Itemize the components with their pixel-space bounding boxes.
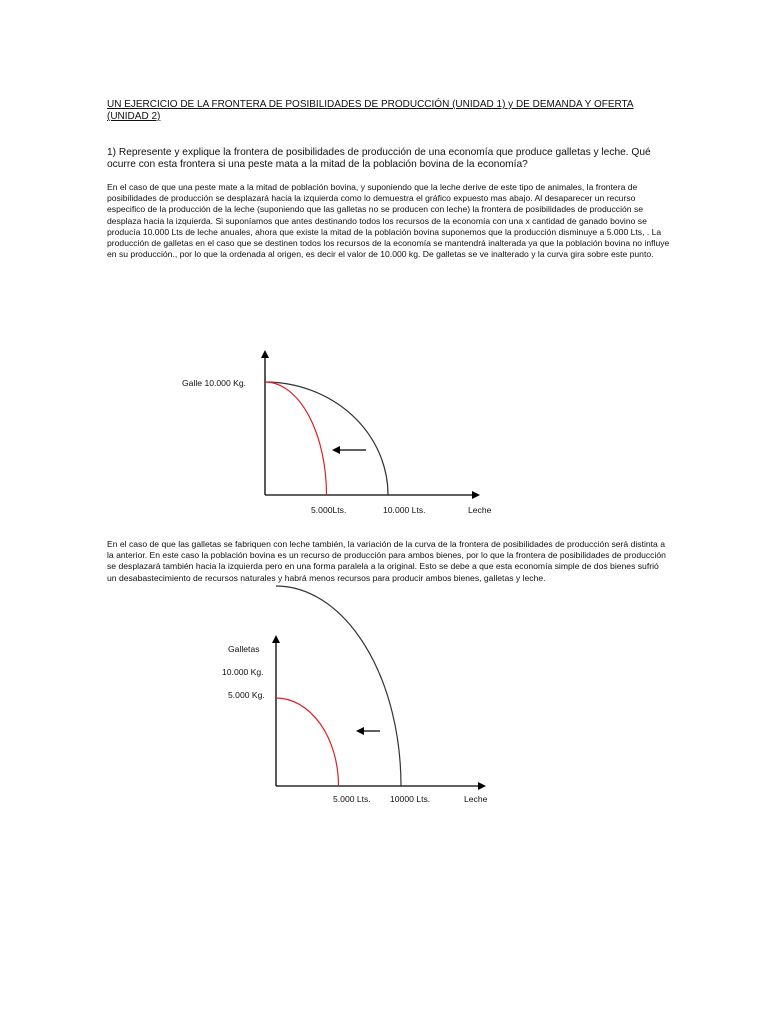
paragraph-1: En el caso de que una peste mate a la mitad de población bovina, y suponiendo que la leche derive de este tipo de animales, la frontera de posibilidades de producción se desplazará hacia la izquierda como lo demuestra el gráfico expuesto mas abajo. Al desaparecer un recurso especifico de la producción de la leche (suponiendo que las galletas no se producen con leche) la frontera de posibilidades de producción se desplaza hacia la izquierda. Si suponíamos que antes destinando todos los recursos de la economía con una x cantidad de ganado bovino se producía 10.000 Lts de leche anuales, ahora que existe la mitad de la población bovina suponemos que la producción disminuye a 5.000 Lts, . La producción de galletas en el caso que se destinen todos los recursos de la economía se mantendrá inalterada ya que la población bovina no influye en su producción., por lo que la ordenada al origen, es decir el valor de 10.000 kg. De galletas se ve inalterado y la curva gira sobre este punto. <box>107 182 670 260</box>
document-heading: UN EJERCICIO DE LA FRONTERA DE POSIBILIDADES DE PRODUCCIÓN (UNIDAD 1) y DE DEMANDA Y OFERTA (UNIDAD 2) <box>107 99 634 122</box>
question-text: 1) Represente y explique la frontera de posibilidades de producción de una economía que produce galletas y leche. Qué ocurre con esta frontera si una peste mata a la mitad de la población bovina de la economía? <box>107 147 651 170</box>
ppf-graph-2 <box>222 586 488 804</box>
graph1-x-tick-original: 10.000 Lts. <box>383 505 426 515</box>
graph2-y-tick-new: 5.000 Kg. <box>228 690 265 700</box>
graph1-new-frontier <box>265 382 327 495</box>
graph1-x-label: Leche <box>468 505 492 515</box>
graph2-new-frontier <box>276 698 339 786</box>
ppf-graph-1 <box>182 352 492 515</box>
graph1-x-tick-new: 5.000Lts. <box>311 505 347 515</box>
graph1-y-label: Galle 10.000 Kg. <box>182 378 247 388</box>
graph1-original-frontier <box>265 382 388 495</box>
graph2-x-label: Leche <box>464 794 488 804</box>
graph2-x-tick-original: 10000 Lts. <box>390 794 431 804</box>
graph2-y-label: Galletas <box>228 644 260 654</box>
paragraph-2: En el caso de que las galletas se fabriquen con leche también, la variación de la curva de la frontera de posibilidades de producción será distinta a la anterior. En este caso la población bovina es un recurso de producción para ambos bienes, por lo que la frontera de posibilidades de producción se desplazará también hacia la izquierda pero en una forma paralela a la original. Esto se debe a que esta economía simple de dos bienes sufrió un desabastecimiento de recursos naturales y habrá menos recursos para producir ambos bienes, galletas y leche. <box>107 539 666 583</box>
graph2-original-frontier <box>276 586 401 786</box>
graph2-x-tick-new: 5.000 Lts. <box>333 794 371 804</box>
graph2-y-tick-original: 10.000 Kg. <box>222 667 264 677</box>
